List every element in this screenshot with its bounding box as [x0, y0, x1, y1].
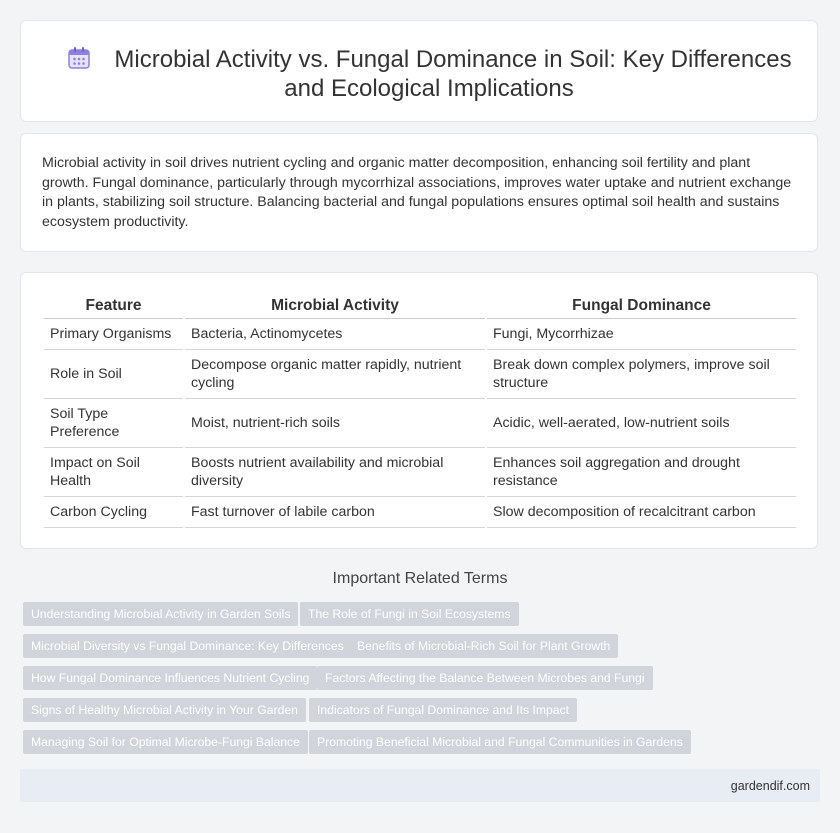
page-title-text: Microbial Activity vs. Fungal Dominance in Soil: Key Differences and Ecological Implications	[114, 46, 792, 102]
related-term-link[interactable]: Benefits of Microbial-Rich Soil for Plant Growth	[349, 634, 618, 658]
related-term-link[interactable]: Promoting Beneficial Microbial and Fungal Communities in Gardens	[309, 730, 691, 754]
calendar-icon	[66, 45, 92, 71]
header-card	[20, 20, 818, 122]
header-fungal: Fungal Dominance	[487, 293, 796, 319]
intro-text: Microbial activity in soil drives nutrient cycling and organic matter decomposition, enhancing soil fertility and plant growth. Fungal dominance, particularly through mycorrhizal associations, improves water uptake and nutrient exchange in plants, stabilizing soil structure. Balancing bacterial and fungal populations ensures optimal soil health and sustains ecosystem productivity.	[42, 155, 792, 230]
related-term-link[interactable]: Factors Affecting the Balance Between Microbes and Fungi	[317, 666, 653, 690]
table-cell: Primary Organisms	[44, 319, 183, 350]
table-row	[44, 448, 796, 497]
footer	[20, 769, 820, 802]
related-term-link[interactable]: The Role of Fungi in Soil Ecosystems	[300, 602, 519, 626]
table-cell: Acidic, well-aerated, low-nutrient soils	[487, 399, 796, 448]
header-microbial: Microbial Activity	[185, 293, 485, 319]
table-cell: Boosts nutrient availability and microbial diversity	[185, 448, 485, 497]
comparison-table	[42, 293, 798, 528]
table-cell: Bacteria, Actinomycetes	[185, 319, 485, 350]
page-title	[61, 45, 797, 103]
table-cell: Moist, nutrient-rich soils	[185, 399, 485, 448]
comparison-card	[20, 272, 818, 549]
table-cell: Soil Type Preference	[44, 399, 183, 448]
related-term-link[interactable]: Microbial Diversity vs Fungal Dominance: Key Differences	[23, 634, 352, 658]
related-term-link[interactable]: Managing Soil for Optimal Microbe-Fungi Balance	[23, 730, 308, 754]
intro-card	[20, 133, 818, 252]
header-feature: Feature	[44, 293, 183, 319]
table-cell: Fast turnover of labile carbon	[185, 497, 485, 528]
table-cell: Enhances soil aggregation and drought resistance	[487, 448, 796, 497]
related-term-link[interactable]: Indicators of Fungal Dominance and Its Impact	[309, 698, 577, 722]
related-term-link[interactable]: How Fungal Dominance Influences Nutrient Cycling	[23, 666, 317, 690]
table-cell: Break down complex polymers, improve soil structure	[487, 350, 796, 399]
table-cell: Fungi, Mycorrhizae	[487, 319, 796, 350]
table-cell: Carbon Cycling	[44, 497, 183, 528]
table-cell: Decompose organic matter rapidly, nutrient cycling	[185, 350, 485, 399]
related-term-link[interactable]: Signs of Healthy Microbial Activity in Your Garden	[23, 698, 306, 722]
related-terms-title: Important Related Terms	[332, 570, 508, 587]
table-row	[44, 497, 796, 528]
table-cell: Role in Soil	[44, 350, 183, 399]
related-term-link[interactable]: Understanding Microbial Activity in Garden Soils	[23, 602, 298, 626]
table-cell: Slow decomposition of recalcitrant carbon	[487, 497, 796, 528]
table-header-row	[44, 293, 796, 319]
table-row	[44, 399, 796, 448]
table-row	[44, 350, 796, 399]
table-row	[44, 319, 796, 350]
footer-site[interactable]: gardendif.com	[730, 779, 810, 793]
table-cell: Impact on Soil Health	[44, 448, 183, 497]
